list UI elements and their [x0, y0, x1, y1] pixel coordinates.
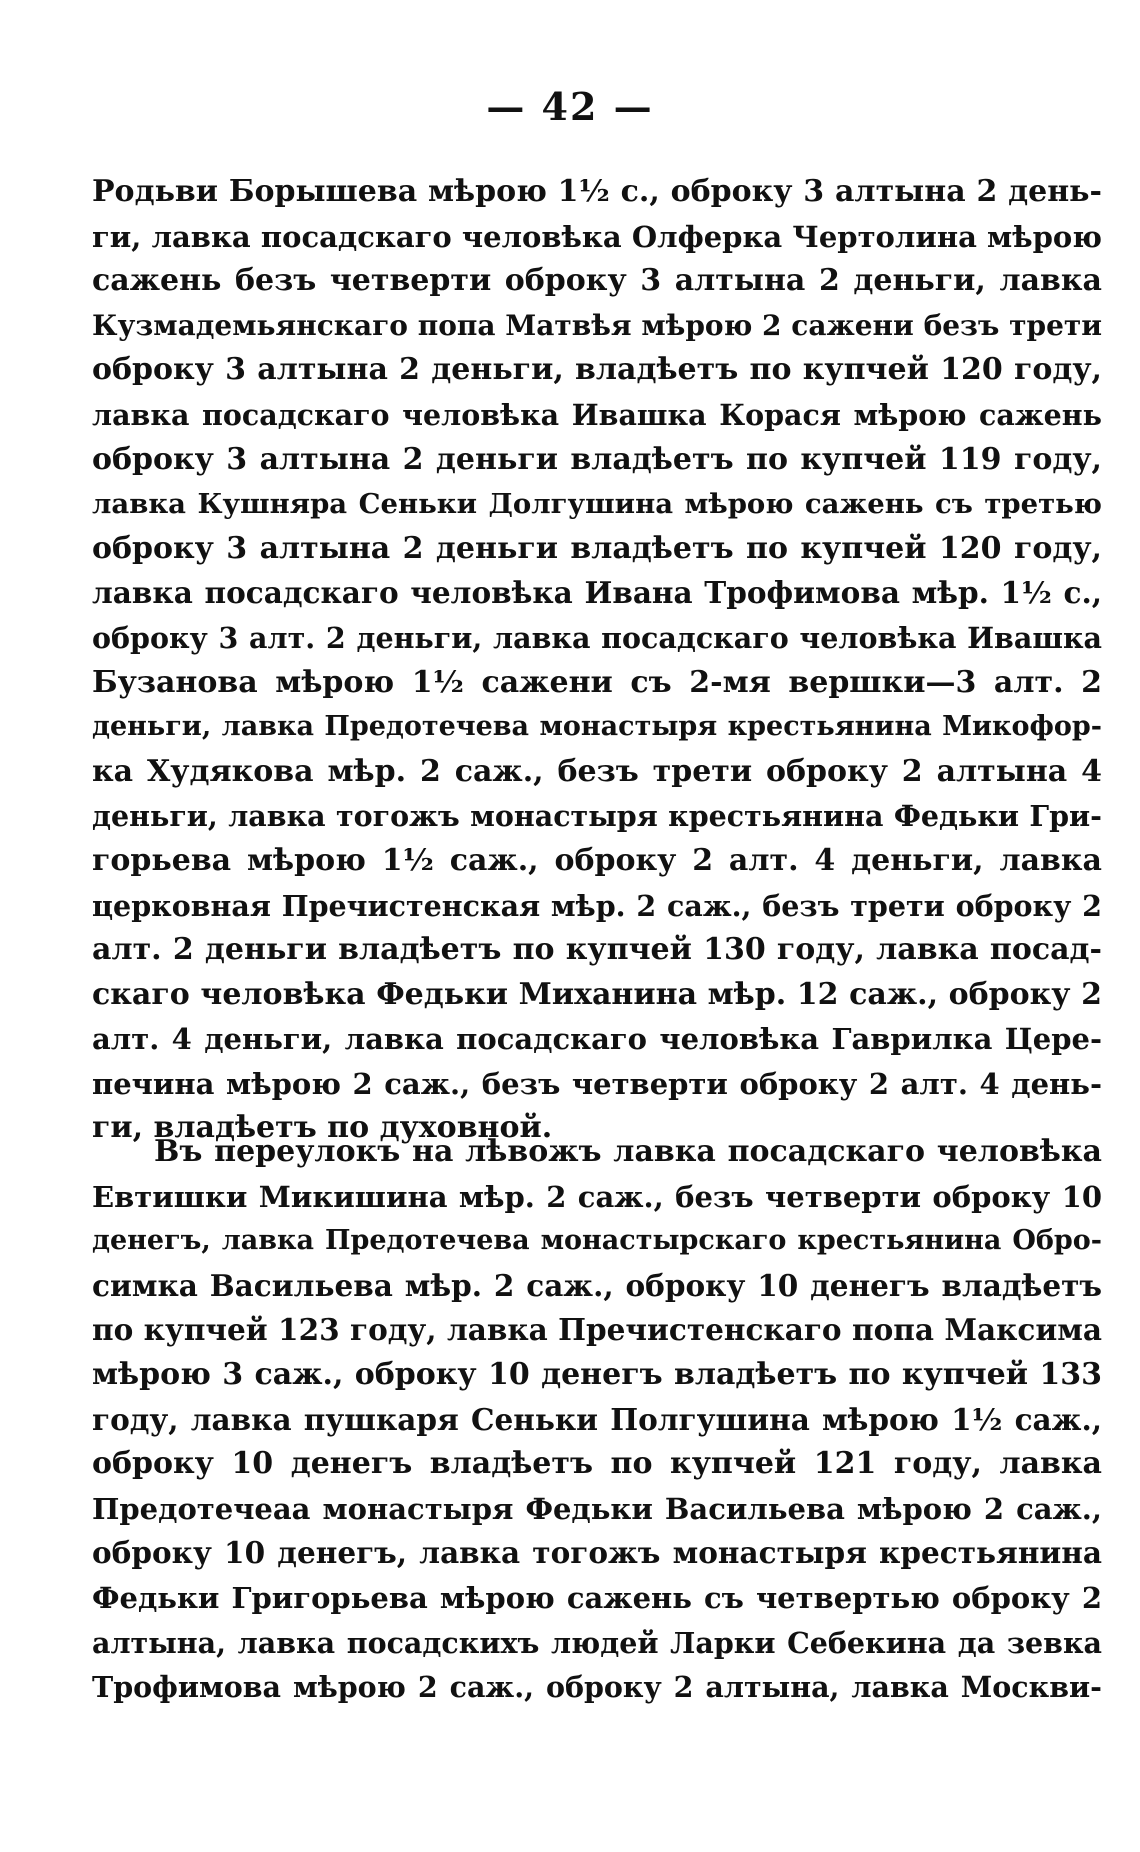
- text-line: деньги, лавка Предотечева монастыря крестьянина Микофор-: [92, 711, 1102, 743]
- text-line: лавка посадскаго человѣка Ивана Трофимова мѣр. 1½ с.,: [92, 575, 1102, 611]
- text-line: сажень безъ четверти оброку 3 алтына 2 деньги, лавка: [92, 263, 1102, 299]
- text-line: ги, лавка посадскаго человѣка Олферка Чертолина мѣрою: [92, 219, 1102, 254]
- text-line: оброку 3 алтына 2 деньги владѣетъ по купчей 120 году,: [92, 530, 1102, 566]
- text-line: году, лавка пушкаря Сеньки Полгушина мѣрою 1½ саж.,: [92, 1401, 1102, 1437]
- text-line: мѣрою 3 саж., оброку 10 денегъ владѣетъ по купчей 133: [92, 1356, 1102, 1392]
- text-line: оброку 10 денегъ владѣетъ по купчей 121 году, лавка: [92, 1446, 1102, 1482]
- text-line: симка Васильева мѣр. 2 саж., оброку 10 денегъ владѣетъ: [92, 1267, 1102, 1303]
- paragraph-2: [92, 1130, 1102, 1710]
- text-line: Федьки Григорьева мѣрою сажень съ четвертью оброку 2: [92, 1580, 1102, 1615]
- text-line: по купчей 123 году, лавка Пречистенскаго попа Максима: [92, 1312, 1102, 1348]
- text-line: печина мѣрою 2 саж., безъ четверти оброку 2 алт. 4 день-: [92, 1066, 1102, 1101]
- text-line: церковная Пречистенская мѣр. 2 саж., безъ трети оброку 2: [92, 888, 1102, 923]
- text-line: ги, владѣетъ по духовной.: [92, 1110, 553, 1146]
- text-line: алт. 4 деньги, лавка посадскаго человѣка Гаврилка Цере-: [92, 1022, 1102, 1057]
- text-line: денегъ, лавка Предотечева монастырскаго крестьянина Обро-: [92, 1225, 1102, 1257]
- text-line: лавка посадскаго человѣка Ивашка Корася мѣрою сажень: [92, 397, 1102, 432]
- text-line: оброку 3 алт. 2 деньги, лавка посадскаго человѣка Ивашка: [92, 620, 1102, 655]
- text-line: скаго человѣка Федьки Миханина мѣр. 12 саж., оброку 2: [92, 976, 1102, 1012]
- text-line: алт. 2 деньги владѣетъ по купчей 130 году, лавка посад-: [92, 932, 1102, 968]
- text-line: горьева мѣрою 1½ саж., оброку 2 алт. 4 деньги, лавка: [92, 842, 1102, 878]
- text-line: Въ переулокъ на лѣвожъ лавка посадскаго человѣка: [154, 1134, 1102, 1169]
- page-number: — 42 —: [486, 84, 654, 129]
- paragraph-1: [92, 170, 1102, 1151]
- text-line: алтына, лавка посадскихъ людей Ларки Себекина да зевка: [92, 1625, 1102, 1660]
- text-line: Родьви Борышева мѣрою 1½ с., оброку 3 алтына 2 день-: [92, 174, 1102, 209]
- text-line: оброку 3 алтына 2 деньги, владѣетъ по купчей 120 году,: [92, 352, 1102, 388]
- text-line: ка Худякова мѣр. 2 саж., безъ трети оброку 2 алтына 4: [92, 753, 1102, 789]
- text-line: Трофимова мѣрою 2 саж., оброку 2 алтына, лавка Москви-: [92, 1670, 1102, 1705]
- text-line: Предотечеаа монастыря Федьки Васильева мѣрою 2 саж.,: [92, 1491, 1102, 1526]
- text-line: Евтишки Микишина мѣр. 2 саж., безъ четверти оброку 10: [92, 1179, 1102, 1214]
- text-line: Бузанова мѣрою 1½ сажени съ 2-мя вершки—3 алт. 2: [92, 664, 1102, 700]
- text-line: лавка Кушняра Сеньки Долгушина мѣрою сажень съ третью: [92, 488, 1102, 521]
- text-line: оброку 3 алтына 2 деньги владѣетъ по купчей 119 году,: [92, 441, 1102, 477]
- text-line: Кузмадемьянскаго попа Матвѣя мѣрою 2 сажени безъ трети: [92, 308, 1102, 342]
- text-line: деньги, лавка тогожъ монастыря крестьянина Федьки Гри-: [92, 799, 1102, 834]
- text-line: оброку 10 денегъ, лавка тогожъ монастыря крестьянина: [92, 1535, 1102, 1571]
